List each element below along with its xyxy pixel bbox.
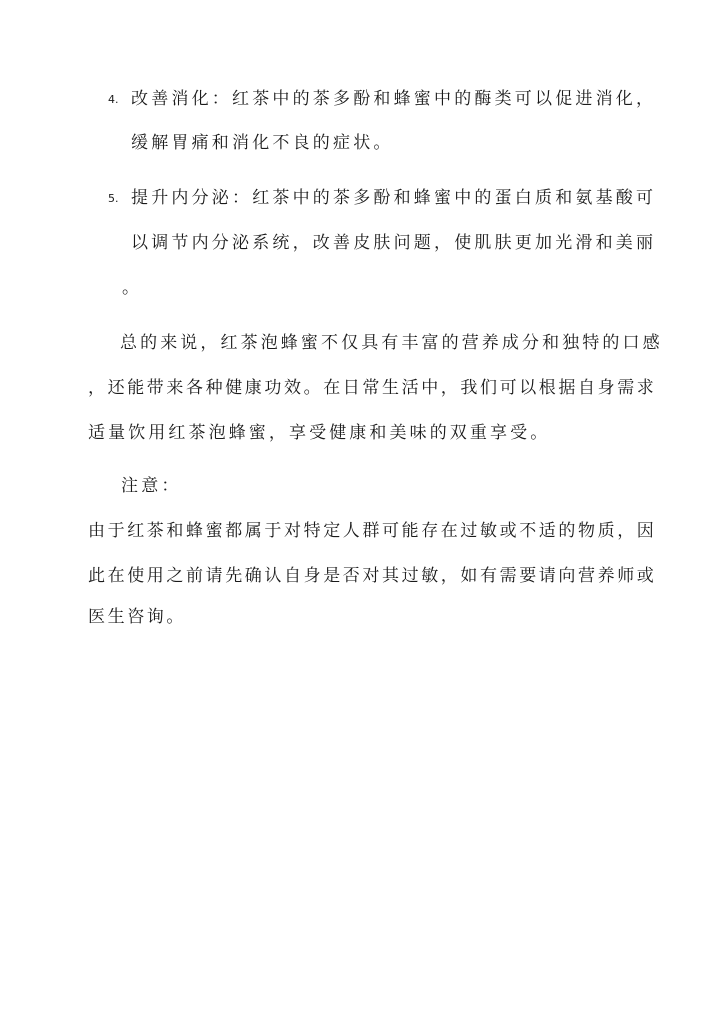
summary-line: 适量饮用红茶泡蜂蜜，享受健康和美味的双重享受。 [88, 423, 551, 443]
note-line: 此在使用之前请先确认自身是否对其过敏，如有需要请向营养师或 [88, 566, 657, 586]
note-line: 医生咨询。 [88, 607, 186, 627]
list-item-number: 4. [108, 93, 119, 106]
list-item-text-line: 提升内分泌：红茶中的茶多酚和蜂蜜中的蛋白质和氨基酸可 [131, 188, 657, 208]
list-item-text-line: 改善消化：红茶中的茶多酚和蜂蜜中的酶类可以促进消化， [131, 89, 657, 109]
list-item-text-line: 以调节内分泌系统，改善皮肤问题，使肌肤更加光滑和美丽 [131, 233, 657, 253]
summary-line: 总的来说，红茶泡蜂蜜不仅具有丰富的营养成分和独特的口感 [120, 333, 663, 353]
list-item-text-line: 。 [122, 278, 143, 298]
note-line: 由于红茶和蜂蜜都属于对特定人群可能存在过敏或不适的物质，因 [88, 521, 657, 541]
list-item-number: 5. [108, 192, 119, 205]
summary-line: ，还能带来各种健康功效。在日常生活中，我们可以根据自身需求 [88, 378, 657, 398]
list-item-text-line: 缓解胃痛和消化不良的症状。 [131, 133, 394, 153]
note-heading: 注意： [121, 476, 182, 496]
